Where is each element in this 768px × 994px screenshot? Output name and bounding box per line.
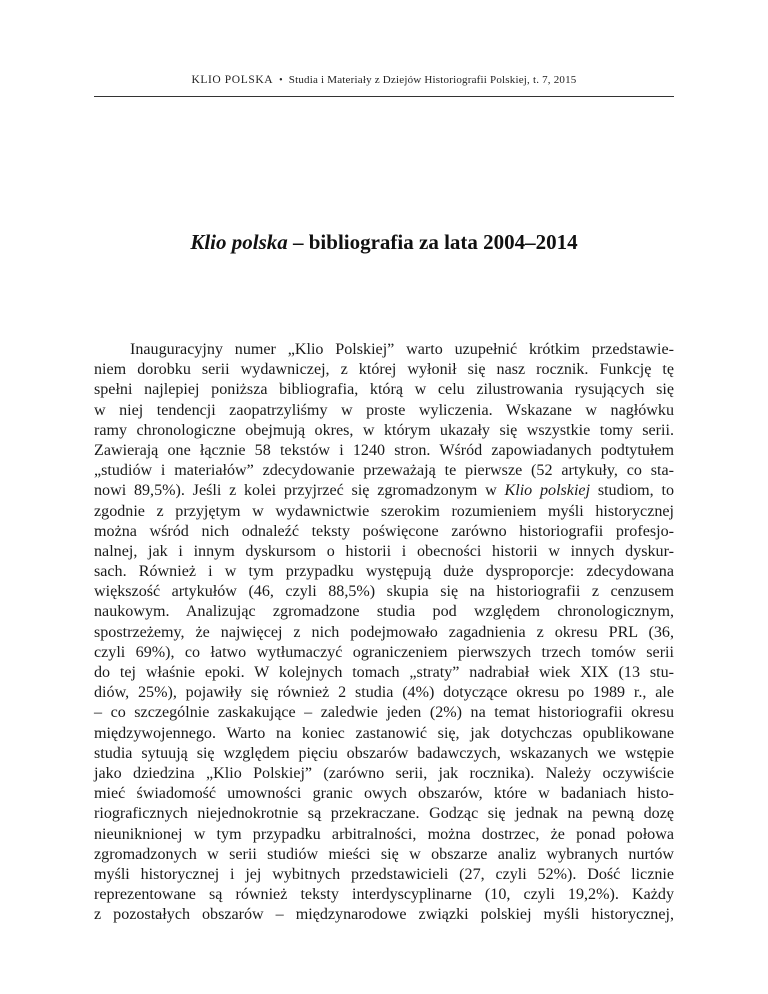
text-line: sach. Również i w tym przypadku występują duże dysproporcje: zdecydowana <box>94 563 674 581</box>
text-line: zgodnie z przyjętym w wydawnictwie szerokim rozumieniem myśli historycznej <box>94 502 674 520</box>
text-line: mieć świadomość umowności granic owych obszarów, które w badaniach histo- <box>94 785 674 803</box>
text-line: spełni najlepiej poniższa bibliografia, którą w celu zilustrowania rysujących się <box>94 381 674 399</box>
bullet-separator: • <box>279 75 283 86</box>
text-line: większość artykułów (46, czyli 88,5%) skupia się na historiografii z cenzusem <box>94 583 674 601</box>
text-line: „studiów i materiałów” zdecydowanie przeważają te pierwsze (52 artykuły, co sta- <box>94 462 674 480</box>
text-line: reprezentowane są również teksty interdyscyplinarne (10, czyli 19,2%). Każdy <box>94 886 674 904</box>
text-line: myśli historycznej i jej wybitnych przedstawicieli (27, czyli 52%). Dość licznie <box>94 865 674 883</box>
title-italic: Klio polska <box>190 230 288 254</box>
text-line: niem dorobku serii wydawniczej, z której wyłonił się nasz rocznik. Funkcję tę <box>94 361 674 379</box>
text-line: studia sytuują się względem pięciu obszarów badawczych, wskazanych we wstępie <box>94 744 674 762</box>
text-line: Zawierają one łącznie 58 tekstów i 1240 stron. Wśród zapowiadanych podtytułem <box>94 441 674 459</box>
text-line: – co szczególnie zaskakujące – zaledwie jeden (2%) na temat historiografii okresu <box>94 704 674 722</box>
text-line: Inauguracyjny numer „Klio Polskiej” warto uzupełnić krótkim przedstawie- <box>130 341 674 358</box>
header-rule <box>94 96 674 97</box>
body-paragraph <box>94 340 674 925</box>
text-line: z pozostałych obszarów – międzynarodowe związki polskiej myśli historycznej, <box>94 906 674 924</box>
journal-subtitle: Studia i Materiały z Dziejów Historiografii Polskiej, t. 7, 2015 <box>288 74 577 86</box>
italic-title-ref: Klio polskiej <box>504 482 591 500</box>
title-rest: – bibliografia za lata 2004–2014 <box>287 230 578 254</box>
text-line: zgromadzonych w serii studiów mieści się w obszarze analiz wybranych nurtów <box>94 845 674 863</box>
text-segment: studiom, to <box>590 482 674 500</box>
article-title <box>0 230 768 255</box>
text-line: diów, 25%), pojawiły się również 2 studia (4%) dotyczące okresu po 1989 r., ale <box>94 684 674 702</box>
text-line: do tej właśnie epoki. W kolejnych tomach „straty” nadrabiał wiek XIX (13 stu- <box>94 664 674 681</box>
text-line: spostrzeżemy, że najwięcej z nich podejmowało zagadnienia z okresu PRL (36, <box>94 623 674 641</box>
text-line: czyli 69%), co łatwo wytłumaczyć ograniczeniem pierwszych trzech tomów serii <box>94 643 674 661</box>
text-line: naukowym. Analizując zgromadzone studia pod względem chronologicznym, <box>94 603 674 621</box>
running-head <box>0 74 768 86</box>
text-line: ramy chronologiczne obejmują okres, w którym ukazały się wszystkie tomy serii. <box>94 421 674 439</box>
text-line: jako dziedzina „Klio Polskiej” (zarówno serii, jak rocznika). Należy oczywiście <box>94 764 674 782</box>
text-line-with-italic <box>94 481 674 501</box>
text-segment: nowi 89,5%). Jeśli z kolei przyjrzeć się zgromadzonym w <box>94 482 505 500</box>
journal-name: KLIO POLSKA <box>191 74 274 86</box>
text-line: nieuniknionej w tym przypadku arbitralności, można dostrzec, że ponad połowa <box>94 825 674 843</box>
text-line: riograficznych niejednokrotnie są przekraczane. Godząc się jednak na pewną dozę <box>94 805 674 823</box>
text-line: można wśród nich odnaleźć teksty poświęcone zarówno historiografii profesjo- <box>94 522 674 540</box>
text-line: międzywojennego. Warto na koniec zastanowić się, jak dotychczas opublikowane <box>94 724 674 742</box>
text-line: w niej tendencji zaopatrzyliśmy w proste wyliczenia. Wskazane w nagłówku <box>94 401 674 419</box>
text-line: nalnej, jak i innym dyskursom o historii i obecności historii w innych dyskur- <box>94 542 674 560</box>
